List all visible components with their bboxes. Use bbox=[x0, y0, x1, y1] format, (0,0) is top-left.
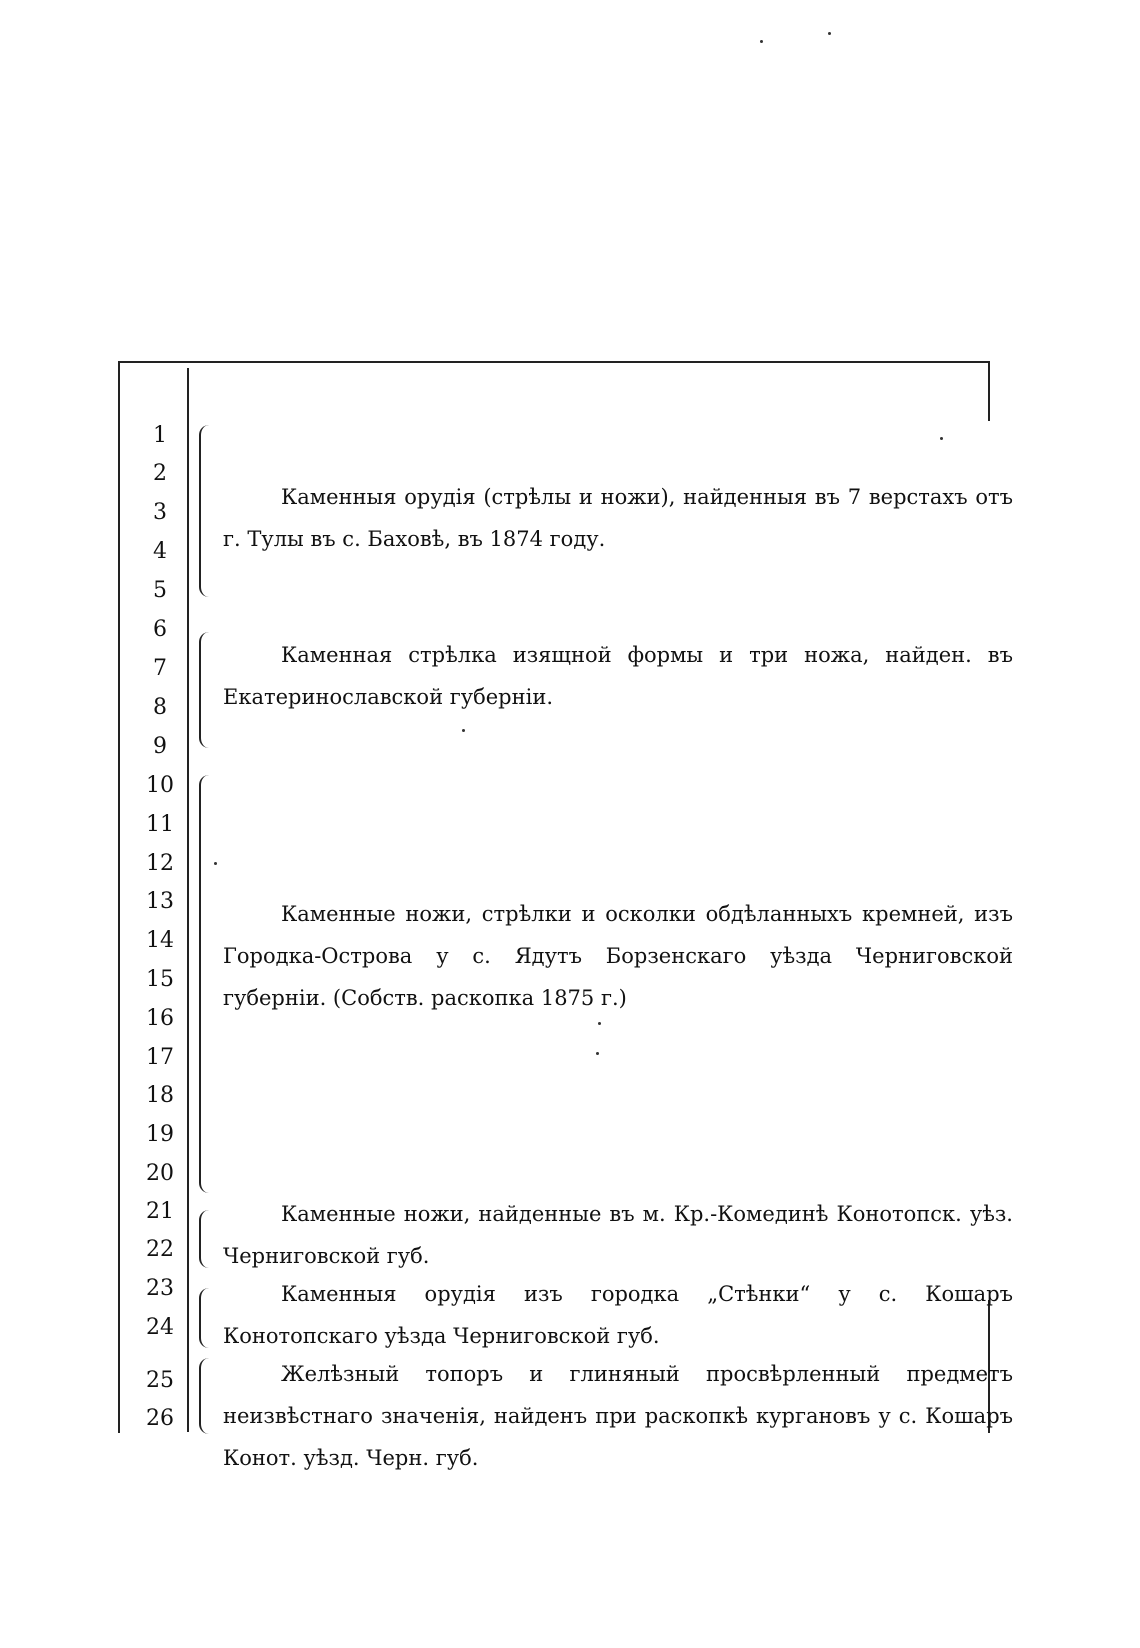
row-group-brace bbox=[199, 632, 211, 748]
row-number: 18 bbox=[146, 1083, 174, 1108]
row-number: 11 bbox=[146, 812, 174, 837]
row-number: 8 bbox=[153, 695, 167, 720]
row-number: 13 bbox=[146, 889, 174, 914]
row-number: 19 bbox=[146, 1122, 174, 1147]
row-group-brace bbox=[199, 425, 211, 597]
table-right-rule bbox=[988, 361, 990, 421]
row-number: 15 bbox=[146, 967, 174, 992]
row-group-brace bbox=[199, 775, 211, 1193]
row-number: 20 bbox=[146, 1161, 174, 1186]
row-number: 5 bbox=[153, 578, 167, 603]
row-number: 3 bbox=[153, 500, 167, 525]
row-number: 12 bbox=[146, 851, 174, 876]
catalog-entry: Каменная стрѣлка изящной формы и три ножа, найден. въ Екатеринославской губерніи. bbox=[223, 643, 1013, 709]
row-number: 23 bbox=[146, 1276, 174, 1301]
row-number: 9 bbox=[153, 734, 167, 759]
row-number: 26 bbox=[146, 1406, 174, 1431]
scan-speck bbox=[940, 437, 943, 440]
row-group-brace bbox=[199, 1210, 211, 1268]
scan-speck bbox=[760, 40, 763, 43]
catalog-entry: Желѣзный топоръ и глиняный просвѣрленный предметъ неизвѣстнаго значенія, найденъ при раскопкѣ кургановъ у с. Кошаръ Конот. уѣзд. Черн. губ. bbox=[223, 1362, 1013, 1470]
scan-speck bbox=[462, 729, 465, 732]
row-number: 14 bbox=[146, 928, 174, 953]
catalog-entry: Каменныя орудія (стрѣлы и ножи), найденныя въ 7 верстахъ отъ г. Тулы въ с. Баховѣ, въ 1874 году. bbox=[223, 485, 1013, 551]
scan-speck bbox=[598, 1022, 601, 1025]
row-number: 4 bbox=[153, 539, 167, 564]
row-number: 10 bbox=[146, 773, 174, 798]
row-number: 2 bbox=[153, 461, 167, 486]
row-group-brace bbox=[199, 1358, 211, 1434]
catalog-entry: Каменныя орудія изъ городка „Стѣнки“ у с. Кошаръ Конотопскаго уѣзда Черниговской губ. bbox=[223, 1282, 1013, 1348]
row-number: 25 bbox=[146, 1368, 174, 1393]
scan-speck bbox=[596, 1052, 599, 1055]
row-number: 22 bbox=[146, 1237, 174, 1262]
row-number: 24 bbox=[146, 1315, 174, 1340]
row-number: 17 bbox=[146, 1045, 174, 1070]
row-number: 1 bbox=[153, 423, 167, 448]
catalog-entry: Каменные ножи, стрѣлки и осколки обдѣланныхъ кремней, изъ Городка-Острова у с. Ядутъ Борзенскаго уѣзда Черниговской губерніи. (Собств. раскопка 1875 г.) bbox=[223, 902, 1013, 1010]
row-number: 6 bbox=[153, 617, 167, 642]
row-group-brace bbox=[199, 1288, 211, 1348]
catalog-entry: Каменные ножи, найденные въ м. Кр.-Комединѣ Конотопск. уѣз. Черниговской губ. bbox=[223, 1202, 1013, 1268]
scan-speck bbox=[828, 32, 831, 35]
scan-speck bbox=[214, 862, 217, 865]
row-number: 16 bbox=[146, 1006, 174, 1031]
table-top-rule bbox=[118, 361, 990, 363]
row-number: 7 bbox=[153, 656, 167, 681]
table-left-rule bbox=[118, 361, 120, 1433]
row-number: 21 bbox=[146, 1199, 174, 1224]
